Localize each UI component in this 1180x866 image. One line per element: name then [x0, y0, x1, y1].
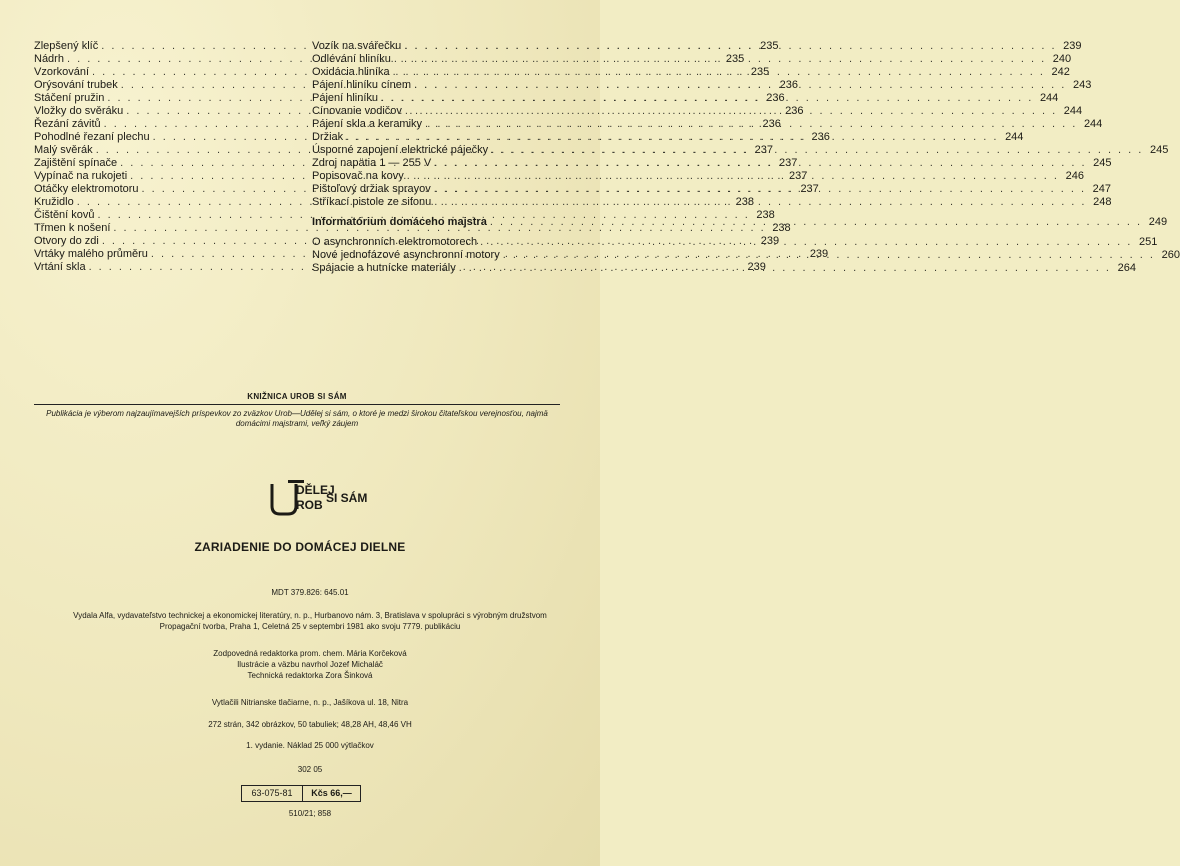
toc-entry-title: Orýsování trubek	[34, 79, 118, 91]
toc-entry-title: Úsporné zapojení elektrické páječky	[312, 144, 489, 156]
toc-entry-title: Zajištění spínače	[34, 157, 118, 169]
toc-entry-title: Informatórium domáceho majstra	[312, 216, 487, 228]
toc-entry-page: 239	[760, 235, 780, 247]
toc-entry-page: 247	[1092, 183, 1111, 195]
series-blurb: Publikácia je výberom najzaujímavejších príspevkov zo zväzkov Urob—Udělej si sám, o ktoré je medzi širokou čitateľskou verejnosťou, najmä domácimi majstrami, veľký záujem	[46, 409, 548, 428]
toc-entry-title: Pájení skla a keramiky	[312, 118, 423, 130]
credits	[30, 648, 590, 681]
toc-entry-page: 248	[1093, 196, 1112, 208]
toc-entry-page: 240	[1052, 53, 1072, 65]
price-box	[241, 785, 361, 802]
publisher-line-1: Vydala Alfa, vydavateľstvo technickej a ekonomickej literatúry, n. p., Hurbanovo nám. 3, Bratislava v spolupráci s výrobným družstvom	[73, 611, 547, 620]
toc-entry-title: Zdroj napätia 1 — 255 V	[312, 157, 432, 169]
final-code: 510/21; 858	[288, 809, 332, 818]
toc-entry-page: 244	[1005, 131, 1024, 143]
toc-entry-title: Vypínač na rukojeti	[34, 170, 128, 182]
credit-editor: Zodpovedná redaktorka prom. chem. Mária Korčeková	[213, 649, 407, 658]
book-stats: 272 strán, 342 obrázkov, 50 tabuliek; 48,28 AH, 48,46 VH	[208, 720, 412, 729]
mdt-code: MDT 379.826: 645.01	[271, 588, 349, 597]
toc-leader-dots	[459, 262, 1111, 275]
toc-leader-dots	[434, 196, 1086, 209]
publisher-line-2: Propagační tvorba, Praha 1, Celetná 25 v septembri 1981 ako svoju 7779. publikáciu	[159, 622, 461, 631]
toc-entry-page: 239	[1063, 40, 1082, 52]
toc-entry-page: 246	[1065, 170, 1084, 182]
toc-entry-page: 235	[750, 66, 770, 78]
toc-leader-dots	[491, 144, 1143, 157]
toc-entry-title: Třmen k nošení	[34, 222, 111, 234]
logo-u-shape	[272, 484, 296, 514]
toc-entry-title: Stříkací pistole ze sifonu	[312, 196, 432, 208]
toc-leader-dots	[405, 105, 1057, 118]
toc-entry-title: Vozík na svářečku	[312, 40, 402, 52]
toc-entry-page: 235	[760, 40, 779, 52]
toc-entry-title: Otáčky elektromotoru	[34, 183, 139, 195]
toc-entry-page: 260	[1161, 249, 1180, 261]
toc-entry-page: 238	[735, 196, 754, 208]
toc-entry-title: Vzorkování	[34, 66, 90, 78]
toc-leader-dots	[480, 236, 1132, 249]
toc-leader-dots	[407, 170, 1059, 183]
book-title: ZARIADENIE DO DOMÁCEJ DIELNE	[194, 540, 406, 554]
toc-entry-title: Pohodlné řezaní plechu	[34, 131, 150, 143]
toc-leader-dots	[346, 131, 998, 144]
toc-entry-page: 236	[762, 118, 781, 130]
toc-entry-page: 264	[1117, 262, 1136, 274]
logo-word-delej: DĚLEJ	[296, 483, 335, 497]
toc-entry-page: 238	[772, 222, 791, 234]
toc-entry-page: 243	[1072, 79, 1092, 91]
toc-entry-title: Spájacie a hutnícke materiály	[312, 262, 456, 274]
credit-illustrator: Ilustrácie a väzbu navrhol Jozef Michaláč	[237, 660, 383, 669]
toc-entry-page: 237	[779, 157, 798, 169]
series-block	[34, 392, 560, 429]
toc-leader-dots	[404, 40, 1056, 53]
toc-entry-page: 237	[754, 144, 773, 156]
toc-leader-dots	[394, 53, 1046, 66]
catalog-code: 302 05	[297, 765, 323, 774]
divider	[34, 404, 560, 405]
toc-leader-dots	[381, 92, 1033, 105]
logo-word-si-sam: SI SÁM	[326, 491, 368, 505]
printer-info: Vytlačili Nitrianske tlačiarne, n. p., Jašíkova ul. 18, Nitra	[211, 698, 409, 707]
toc-entry-title: Pájení hliníku	[312, 92, 379, 104]
toc-entry-title: Řezání závitů	[34, 118, 101, 130]
toc-leader-dots	[393, 66, 1045, 79]
toc-entry-title: Popisovač na kovy	[312, 170, 404, 182]
toc-entry-page: 236	[785, 105, 804, 117]
toc-leader-dots	[434, 157, 1086, 170]
toc-entry-page: 236	[766, 92, 785, 104]
toc-entry-title: Pájení hliníku cínem	[312, 79, 412, 91]
toc-leader-dots	[425, 118, 1077, 131]
logo-word-rob: ROB	[296, 498, 323, 512]
toc-entry-title: Otvory do zdi	[34, 235, 99, 247]
toc-leader-dots	[414, 79, 1066, 92]
toc-entry-title: Čištění kovů	[34, 209, 95, 221]
toc-entry-title: Vrtání skla	[34, 261, 86, 273]
toc-entry-title: Vrtáky malého průměru	[34, 248, 148, 260]
toc-leader-dots	[503, 249, 1155, 262]
price-box-code: 63-075-81	[242, 786, 303, 801]
toc-entry-title: Oxidácia hliníka	[312, 66, 390, 78]
publisher-info	[30, 610, 590, 632]
toc-entry-title: Malý svěrák	[34, 144, 93, 156]
toc-entry-title: Stáčení pružin	[34, 92, 105, 104]
toc-entry-title: Kružidlo	[34, 196, 74, 208]
toc-entry-title: O asynchronních elektromotorech	[312, 236, 478, 248]
toc-entry-page: 245	[1149, 144, 1169, 156]
toc-entry-page: 245	[1093, 157, 1112, 169]
toc-entry-page: 244	[1083, 118, 1103, 130]
toc-entry-title: Nádrh	[34, 53, 64, 65]
toc-entry-page: 242	[1051, 66, 1070, 78]
price: Kčs 66,—	[311, 788, 352, 798]
toc-entry-title: Pištoľový držiak sprayov	[312, 183, 431, 195]
toc-entry-page: 249	[1148, 216, 1168, 228]
toc-entry-page: 235	[725, 53, 745, 65]
toc-entry-page: 238	[756, 209, 775, 221]
toc-entry-page: 236	[811, 131, 830, 143]
edition-info: 1. vydanie. Náklad 25 000 výtlačkov	[246, 741, 374, 750]
series-name: KNIŽNICA UROB SI SÁM	[247, 392, 347, 401]
toc-entry-page: 237	[789, 170, 808, 182]
toc-entry-page: 251	[1138, 236, 1158, 248]
urob-logo-icon	[266, 478, 368, 518]
toc-entry-page: 236	[779, 79, 799, 91]
toc-entry-title: Cínovanie vodičov	[312, 105, 402, 117]
toc-entry-page: 244	[1063, 105, 1083, 117]
toc-leader-dots	[490, 216, 1142, 229]
toc-entry-title: Držiak	[312, 131, 344, 143]
toc-entry-page: 237	[800, 183, 819, 195]
toc-entry-title: Nové jednofázové asynchronní motory	[312, 249, 500, 261]
credit-tech-editor: Technická redaktorka Zora Šinková	[247, 671, 373, 680]
toc-entry-page: 244	[1039, 92, 1059, 104]
toc-entry-title: Odlévání hliníku	[312, 53, 391, 65]
toc-entry-page: 239	[809, 248, 829, 260]
toc-entry-page: 239	[747, 261, 766, 273]
toc-leader-dots	[434, 183, 1086, 196]
toc-entry-title: Zlepšený klíč	[34, 40, 99, 52]
toc-entry-title: Vložky do svěráku	[34, 105, 124, 117]
